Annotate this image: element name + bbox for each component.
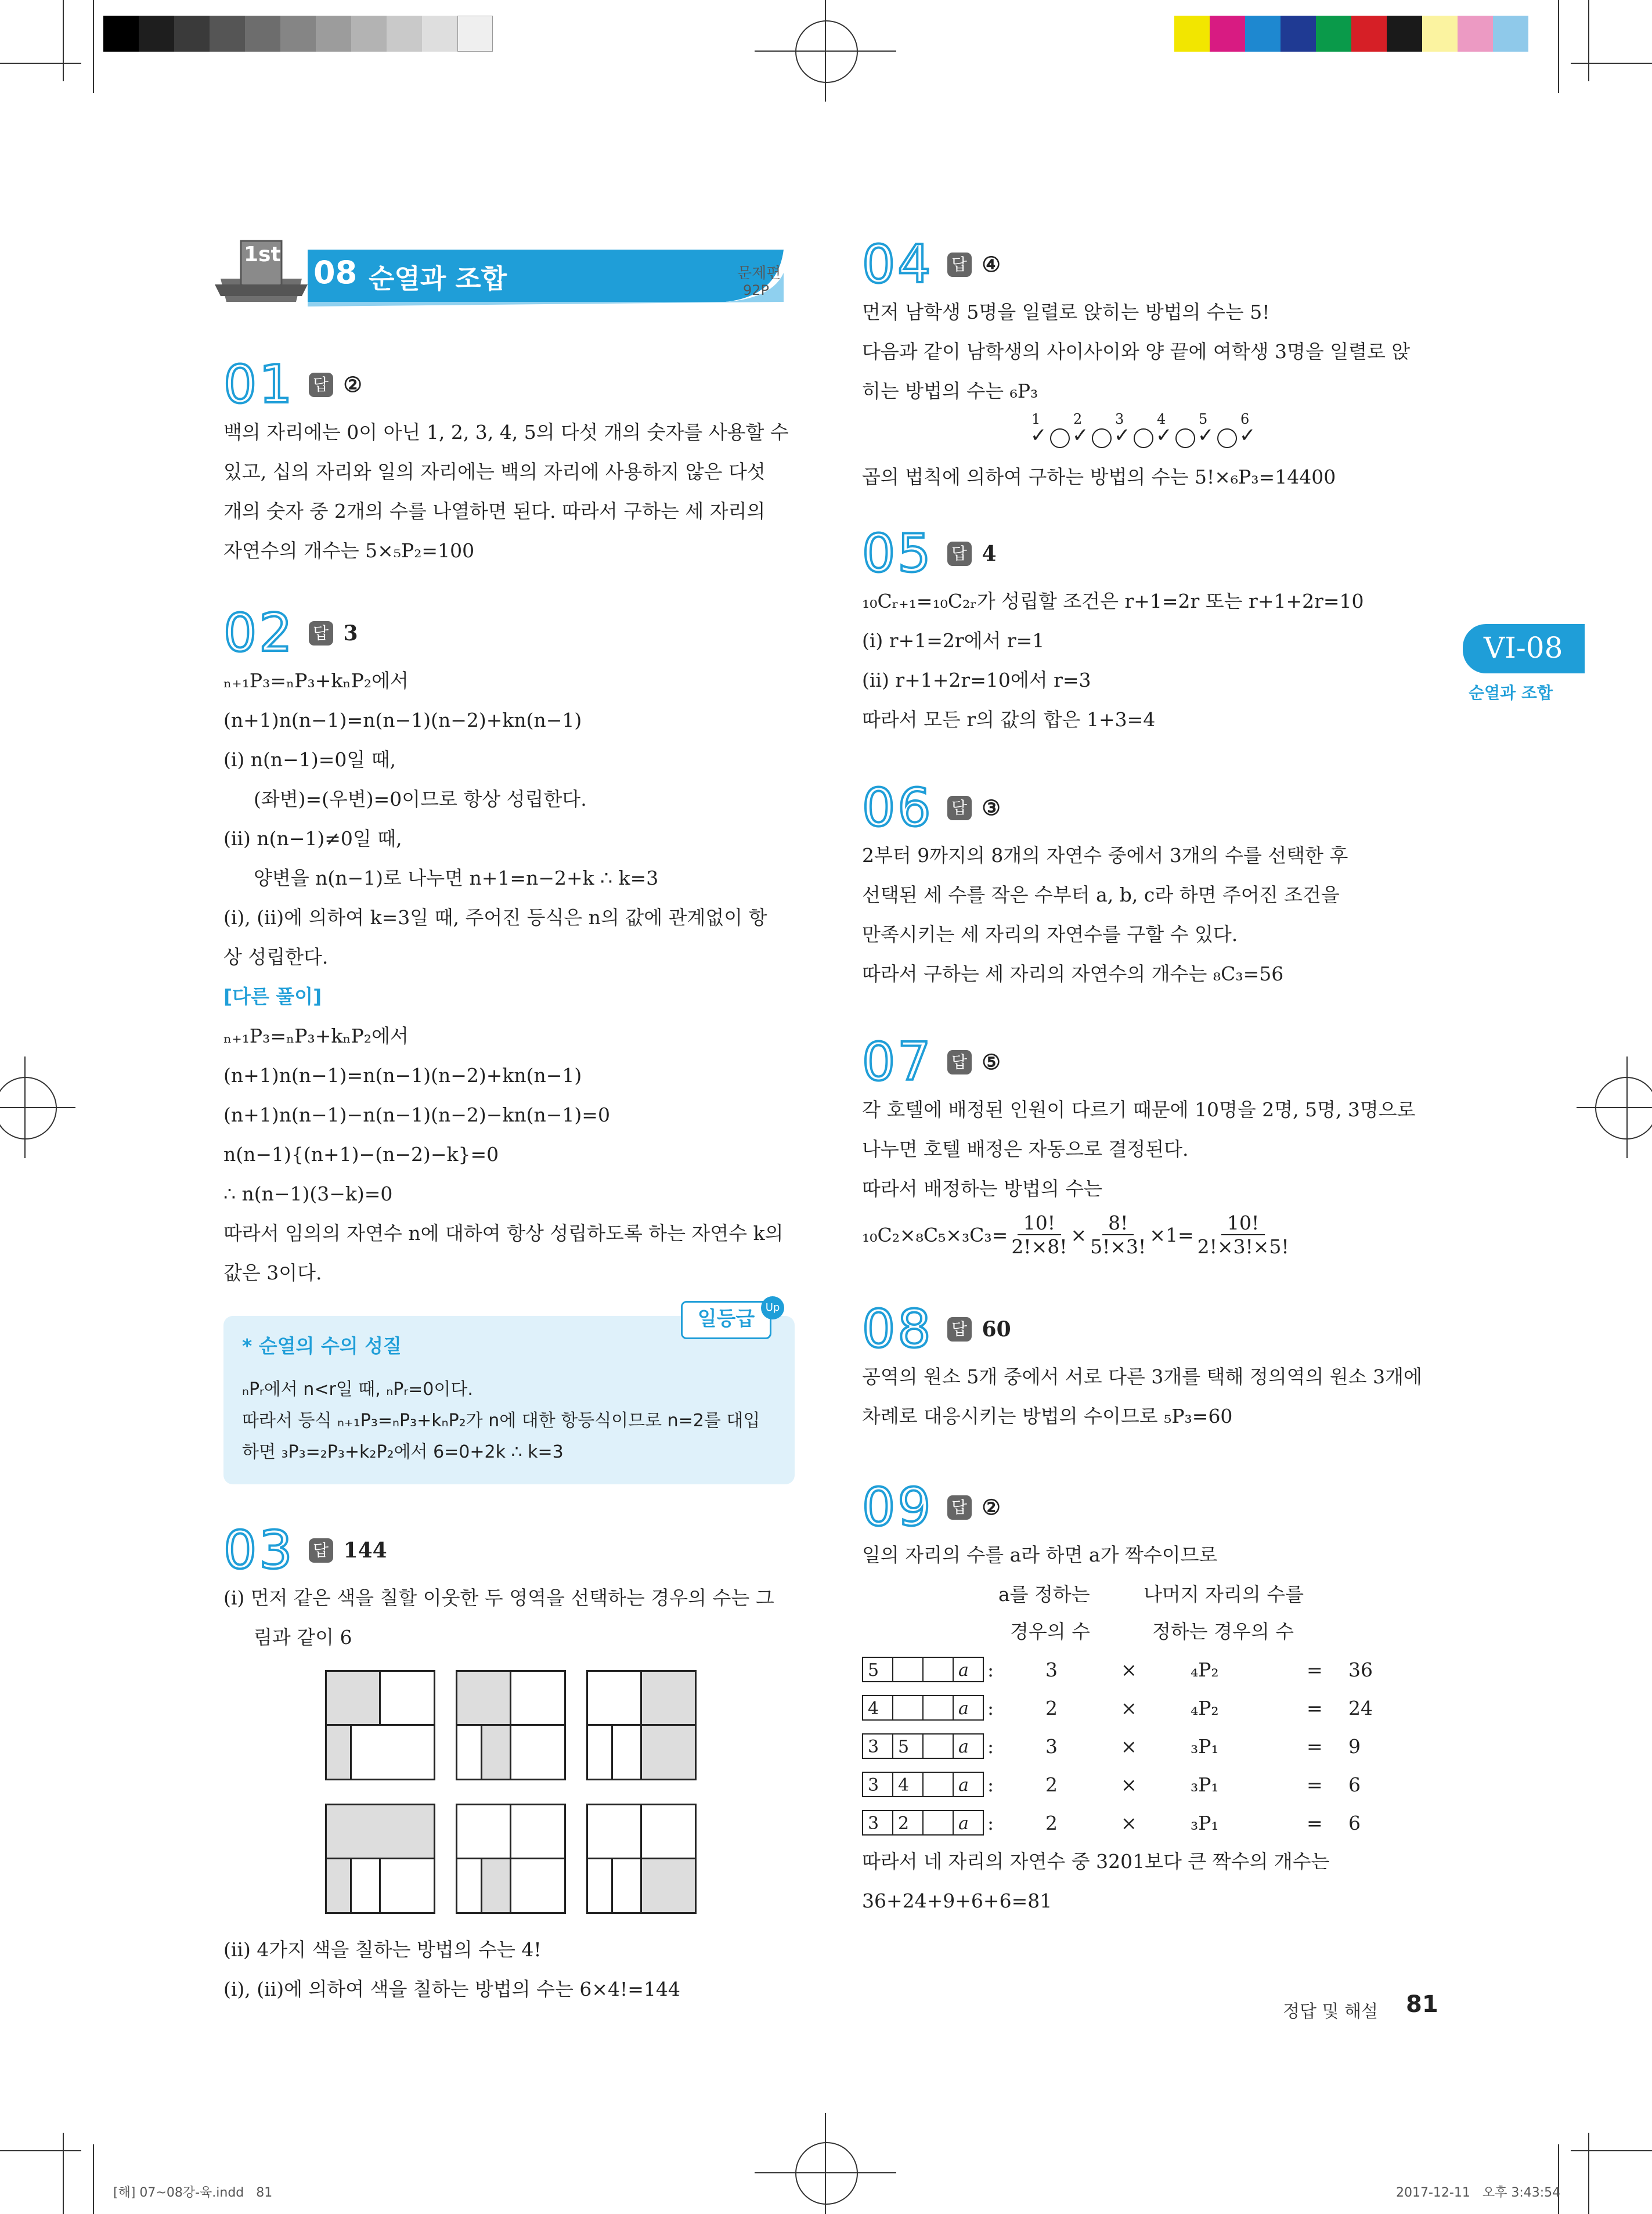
cell: 6 (1348, 1811, 1361, 1834)
cell: 3 (1045, 1658, 1058, 1681)
text-line: 히는 방법의 수는 ₆P₃ (862, 380, 1038, 402)
answer-icon: 답 (947, 1050, 972, 1074)
file-label: [해] 07~08강-육.indd 81 (113, 2186, 273, 2200)
first-badge-icon (215, 238, 308, 313)
fraction (1197, 1211, 1289, 1258)
operator: × (1121, 1658, 1137, 1681)
denominator: 5!×3! (1090, 1235, 1146, 1258)
question-number: 02 (223, 603, 295, 664)
cell: 2 (1045, 1811, 1058, 1834)
text-line: 값은 3이다. (223, 1261, 322, 1284)
text-line: (n+1)n(n−1)=n(n−1)(n−2)+kn(n−1) (223, 709, 582, 731)
crop-mark (1571, 63, 1652, 64)
side-tab-code: VI-08 (1484, 631, 1563, 665)
operator: = (1307, 1735, 1323, 1758)
region-diagram (586, 1804, 697, 1914)
text-line: (n+1)n(n−1)=n(n−1)(n−2)+kn(n−1) (223, 1064, 582, 1087)
text-line: 2부터 9까지의 8개의 자연수 중에서 3개의 수를 선택한 후 (862, 844, 1348, 867)
question-number: 05 (862, 523, 933, 584)
text-line: 각 호텔에 배정된 인원이 다르기 때문에 10명을 2명, 5명, 3명으로 (862, 1098, 1416, 1121)
digit-box (892, 1695, 924, 1721)
text-line: 개의 숫자 중 2개의 수를 나열하면 된다. 따라서 구하는 세 자리의 (223, 500, 766, 522)
question-number: 01 (223, 354, 295, 415)
operator: = (1307, 1658, 1323, 1681)
crop-mark (93, 2144, 94, 2214)
question-04-header (862, 234, 1442, 295)
text-line: 백의 자리에는 0이 아닌 1, 2, 3, 4, 5의 다섯 개의 숫자를 사용할 수 (223, 421, 789, 443)
colon: : (987, 1811, 994, 1834)
chapter-number: 08 (313, 254, 358, 291)
text-line: 만족시키는 세 자리의 자연수를 구할 수 있다. (862, 923, 1238, 946)
digit-box: 2 (892, 1810, 924, 1836)
note-tag-label: 일등급 (697, 1307, 755, 1330)
check-icon: ✓ (1030, 424, 1047, 447)
text-line: 따라서 모든 r의 값의 합은 1+3=4 (862, 708, 1156, 731)
note-line: 하면 ₃P₃=₂P₃+k₂P₂에서 6=0+2k ∴ k=3 (242, 1442, 564, 1462)
registration-line (825, 0, 826, 102)
registration-line (1577, 1107, 1652, 1108)
text-line: (n+1)n(n−1)−n(n−1)(n−2)−kn(n−1)=0 (223, 1104, 610, 1126)
text-line: 공역의 원소 5개 중에서 서로 다른 3개를 택해 정의역의 원소 3개에 (862, 1365, 1422, 1388)
check-icon: ✓ (1239, 424, 1256, 447)
first-badge: 1st (244, 243, 281, 266)
seat-slot (1156, 411, 1197, 457)
answer-icon: 답 (309, 373, 333, 397)
cell: ₄P₂ (1191, 1696, 1219, 1719)
page-number: 81 (1406, 1991, 1438, 2018)
question-01-header (223, 354, 804, 415)
chapter-title: 순열과 조합 (369, 263, 507, 294)
question-number: 08 (862, 1299, 933, 1360)
cell: 3 (1045, 1735, 1058, 1758)
text-line: 상 성립한다. (223, 946, 329, 968)
text-line: 다음과 같이 남학생의 사이사이와 양 끝에 여학생 3명을 일렬로 앉 (862, 340, 1411, 363)
question-07-header (862, 1034, 1442, 1090)
digit-box: a (953, 1733, 984, 1759)
region-diagrams (223, 1657, 804, 1930)
answer: ⑤ (982, 1050, 1001, 1074)
answer-icon: 답 (947, 253, 972, 277)
digit-box: 5 (862, 1657, 893, 1682)
numerator: 10! (1221, 1211, 1265, 1235)
denominator: 2!×8! (1011, 1235, 1067, 1258)
text-line: (ⅱ) n(n−1)≠0일 때, (223, 827, 402, 850)
col-header: 나머지 자리의 수를 (1144, 1583, 1304, 1606)
text-line: (ⅱ) 4가지 색을 칠하는 방법의 수는 4! (223, 1938, 542, 1961)
text-line: 일의 자리의 수를 a라 하면 a가 짝수이므로 (862, 1544, 1218, 1566)
col-header: 정하는 경우의 수 (1152, 1620, 1294, 1643)
region-diagram (325, 1804, 435, 1914)
question-09-header (862, 1477, 1442, 1538)
side-tab-label: 순열과 조합 (1469, 683, 1553, 702)
text-line: 양변을 n(n−1)로 나누면 n+1=n−2+k ∴ k=3 (254, 867, 659, 889)
text-line: 나누면 호텔 배정은 자동으로 결정된다. (862, 1138, 1189, 1160)
seat-slot (1030, 411, 1072, 457)
text-line: (ⅰ) 먼저 같은 색을 칠할 이웃한 두 영역을 선택하는 경우의 수는 그 (223, 1586, 774, 1609)
slot-number: 6 (1240, 411, 1250, 427)
seat-slots (1030, 411, 1281, 457)
problem-ref-page: 92P (743, 282, 770, 298)
text-line: 따라서 네 자리의 자연수 중 3201보다 큰 짝수의 개수는 (862, 1850, 1330, 1873)
digit-box (922, 1733, 954, 1759)
answer: ② (982, 1495, 1001, 1520)
note-line: 따라서 등식 ₙ₊₁P₃=ₙP₃+kₙP₂가 n에 대한 항등식이므로 n=2를 대입 (242, 1411, 760, 1431)
text-line: ₁₀Cᵣ₊₁=₁₀C₂ᵣ가 성립할 조건은 r+1=2r 또는 r+1+2r=10 (862, 590, 1364, 612)
student-circle (1217, 428, 1237, 448)
cell: ₃P₁ (1191, 1735, 1219, 1758)
cell: ₃P₁ (1191, 1773, 1219, 1796)
seat-slot (1197, 411, 1239, 457)
crop-mark (1558, 2144, 1559, 2214)
answer: ③ (982, 796, 1001, 820)
text-line: 곱의 법칙에 의하여 구하는 방법의 수는 5!×₆P₃=14400 (862, 466, 1336, 488)
digit-box: 5 (892, 1733, 924, 1759)
text-line: (ⅱ) r+1+2r=10에서 r=3 (862, 669, 1091, 691)
text-line: 림과 같이 6 (254, 1626, 352, 1649)
slot-number: 3 (1115, 411, 1124, 427)
note-tag-up: Up (761, 1296, 784, 1319)
registration-line (825, 2113, 826, 2214)
question-05-header (862, 523, 1442, 584)
cell: ₄P₂ (1191, 1658, 1219, 1681)
check-icon: ✓ (1114, 424, 1131, 447)
text-line: 선택된 세 수를 작은 수부터 a, b, c라 하면 주어진 조건을 (862, 884, 1340, 906)
question-number: 04 (862, 234, 933, 295)
note-tag (681, 1301, 771, 1339)
slot-number: 2 (1073, 411, 1083, 427)
text-line: (ⅰ), (ⅱ)에 의하여 k=3일 때, 주어진 등식은 n의 값에 관계없이 항 (223, 906, 767, 929)
operator: = (1307, 1696, 1323, 1719)
text-line: 먼저 남학생 5명을 일렬로 앉히는 방법의 수는 5! (862, 301, 1270, 323)
student-circle (1050, 428, 1070, 448)
note-box (223, 1301, 795, 1484)
registration-target (795, 20, 858, 83)
text-line: 자연수의 개수는 5×₅P₂=100 (223, 539, 475, 562)
registration-target (1595, 1077, 1652, 1140)
crop-mark (63, 2133, 64, 2214)
registration-line (1626, 1056, 1628, 1158)
cell: 24 (1348, 1696, 1373, 1719)
col-header: 경우의 수 (1010, 1620, 1091, 1643)
answer: ② (343, 373, 362, 397)
question-number: 03 (223, 1520, 295, 1581)
region-diagram (456, 1804, 566, 1914)
table-row (862, 1727, 1442, 1765)
cell: 9 (1348, 1735, 1361, 1758)
operator: × (1070, 1223, 1087, 1246)
digit-box: 3 (862, 1810, 893, 1836)
text-line: ₙ₊₁P₃=ₙP₃+kₙP₂에서 (223, 1025, 409, 1047)
seat-slot (1114, 411, 1156, 457)
timestamp: 2017-12-11 오후 3:43:54 (1396, 2186, 1561, 2200)
table-row (862, 1689, 1442, 1727)
text-line: n(n−1){(n+1)−(n−2)−k}=0 (223, 1143, 499, 1166)
numerator: 10! (1018, 1211, 1061, 1235)
text-line: (ⅰ) n(n−1)=0일 때, (223, 748, 396, 771)
cell: 6 (1348, 1773, 1361, 1796)
case-table (862, 1650, 1442, 1842)
answer: 3 (343, 621, 358, 646)
operator: × (1121, 1696, 1137, 1719)
text-line: ₙ₊₁P₃=ₙP₃+kₙP₂에서 (223, 669, 409, 692)
problem-ref-label: 문제편 (737, 265, 781, 282)
answer-icon: 답 (947, 1317, 972, 1342)
crop-mark (1571, 2150, 1652, 2151)
crop-mark (1588, 2133, 1589, 2214)
digit-box: 3 (862, 1733, 893, 1759)
table-row (862, 1804, 1442, 1842)
student-circle (1175, 428, 1195, 448)
seat-slot (1239, 411, 1281, 457)
text-line: 있고, 십의 자리와 일의 자리에는 백의 자리에 사용하지 않은 다섯 (223, 460, 766, 483)
digit-box (892, 1657, 924, 1682)
region-diagram (325, 1670, 435, 1780)
question-number: 06 (862, 777, 933, 838)
question-number: 07 (862, 1032, 933, 1092)
chapter-banner (203, 238, 795, 313)
registration-target (795, 2142, 858, 2205)
check-icon: ✓ (1156, 424, 1173, 447)
text-line: ∴ n(n−1)(3−k)=0 (223, 1182, 393, 1205)
fraction (1011, 1211, 1067, 1258)
cell: 36 (1348, 1658, 1373, 1681)
operator: = (1307, 1773, 1323, 1796)
right-column (862, 234, 1442, 1921)
crop-mark (63, 0, 64, 81)
answer-icon: 답 (309, 621, 333, 646)
region-diagram (586, 1670, 697, 1780)
question-03-header (223, 1520, 804, 1581)
fraction (1090, 1211, 1146, 1258)
crop-mark (0, 63, 81, 64)
crop-mark (1588, 0, 1589, 81)
student-circle (1134, 428, 1153, 448)
crop-mark (1558, 0, 1559, 93)
digit-box: 3 (862, 1772, 893, 1797)
answer-icon: 답 (947, 1495, 972, 1520)
cell: 2 (1045, 1773, 1058, 1796)
registration-line (0, 1107, 75, 1108)
note-line: ₙPᵣ에서 n<r일 때, ₙPᵣ=0이다. (242, 1379, 473, 1400)
note-body (242, 1374, 760, 1468)
digit-box (922, 1772, 954, 1797)
region-diagram (456, 1670, 566, 1780)
digit-box: a (953, 1810, 984, 1836)
table-row (862, 1765, 1442, 1804)
text-line: 차례로 대응시키는 방법의 수이므로 ₅P₃=60 (862, 1405, 1233, 1427)
text-line: (ⅰ), (ⅱ)에 의하여 색을 칠하는 방법의 수는 6×4!=144 (223, 1978, 680, 2000)
alt-solution-title: [다른 풀이] (223, 985, 322, 1008)
operator: × (1121, 1811, 1137, 1834)
question-number: 09 (862, 1477, 933, 1538)
seat-diagram (862, 411, 1442, 457)
operator: ×1= (1149, 1223, 1194, 1246)
check-icon: ✓ (1072, 424, 1089, 447)
answer-icon: 답 (947, 796, 972, 820)
operator: = (1307, 1811, 1323, 1834)
digit-box (922, 1657, 954, 1682)
digit-box: a (953, 1772, 984, 1797)
cell: ₃P₁ (1191, 1811, 1219, 1834)
slot-number: 4 (1157, 411, 1166, 427)
answer: ④ (982, 253, 1001, 277)
colon: : (987, 1773, 994, 1796)
numerator: 8! (1102, 1211, 1134, 1235)
answer: 144 (343, 1538, 387, 1563)
registration-target (0, 1077, 57, 1140)
digit-box: 4 (892, 1772, 924, 1797)
digit-box: a (953, 1695, 984, 1721)
answer-icon: 답 (947, 542, 972, 566)
side-tab (1463, 624, 1585, 673)
denominator: 2!×3!×5! (1197, 1235, 1289, 1258)
seat-slot (1072, 411, 1114, 457)
answer: 60 (982, 1317, 1011, 1342)
digit-box (922, 1810, 954, 1836)
text-line: (ⅰ) r+1=2r에서 r=1 (862, 629, 1045, 652)
left-column (223, 354, 804, 2009)
table-row (862, 1650, 1442, 1689)
slot-number: 1 (1031, 411, 1041, 427)
registration-line (24, 1056, 26, 1158)
crop-mark (93, 0, 94, 93)
formula-lhs: ₁₀C₂×₈C₅×₃C₃= (862, 1223, 1008, 1246)
color-bar (1174, 16, 1528, 52)
formula-line (862, 1209, 1442, 1261)
digit-box: a (953, 1657, 984, 1682)
colon: : (987, 1735, 994, 1758)
text-line: 36+24+9+6+6=81 (862, 1890, 1052, 1912)
answer: 4 (982, 542, 997, 566)
crop-mark (0, 2150, 81, 2151)
slot-number: 5 (1199, 411, 1208, 427)
text-line: 따라서 임의의 자연수 n에 대하여 항상 성립하도록 하는 자연수 k의 (223, 1222, 784, 1245)
question-08-header (862, 1299, 1442, 1360)
grayscale-bar (103, 16, 493, 52)
text-line: (좌변)=(우변)=0이므로 항상 성립한다. (254, 788, 587, 810)
student-circle (1092, 428, 1112, 448)
operator: × (1121, 1773, 1137, 1796)
note-title: * 순열의 수의 성질 (242, 1335, 402, 1357)
check-icon: ✓ (1197, 424, 1214, 447)
question-02-header (223, 603, 804, 664)
col-header: a를 정하는 (998, 1583, 1090, 1606)
colon: : (987, 1696, 994, 1719)
digit-box (922, 1695, 954, 1721)
digit-box: 4 (862, 1695, 893, 1721)
text-line: 따라서 구하는 세 자리의 자연수의 개수는 ₈C₃=56 (862, 962, 1284, 985)
footer-label: 정답 및 해설 (1283, 2002, 1378, 2022)
colon: : (987, 1658, 994, 1681)
text-line: 따라서 배정하는 방법의 수는 (862, 1177, 1103, 1200)
table-header (862, 1575, 1442, 1650)
answer-icon: 답 (309, 1538, 333, 1563)
cell: 2 (1045, 1696, 1058, 1719)
question-06-header (862, 777, 1442, 838)
operator: × (1121, 1735, 1137, 1758)
